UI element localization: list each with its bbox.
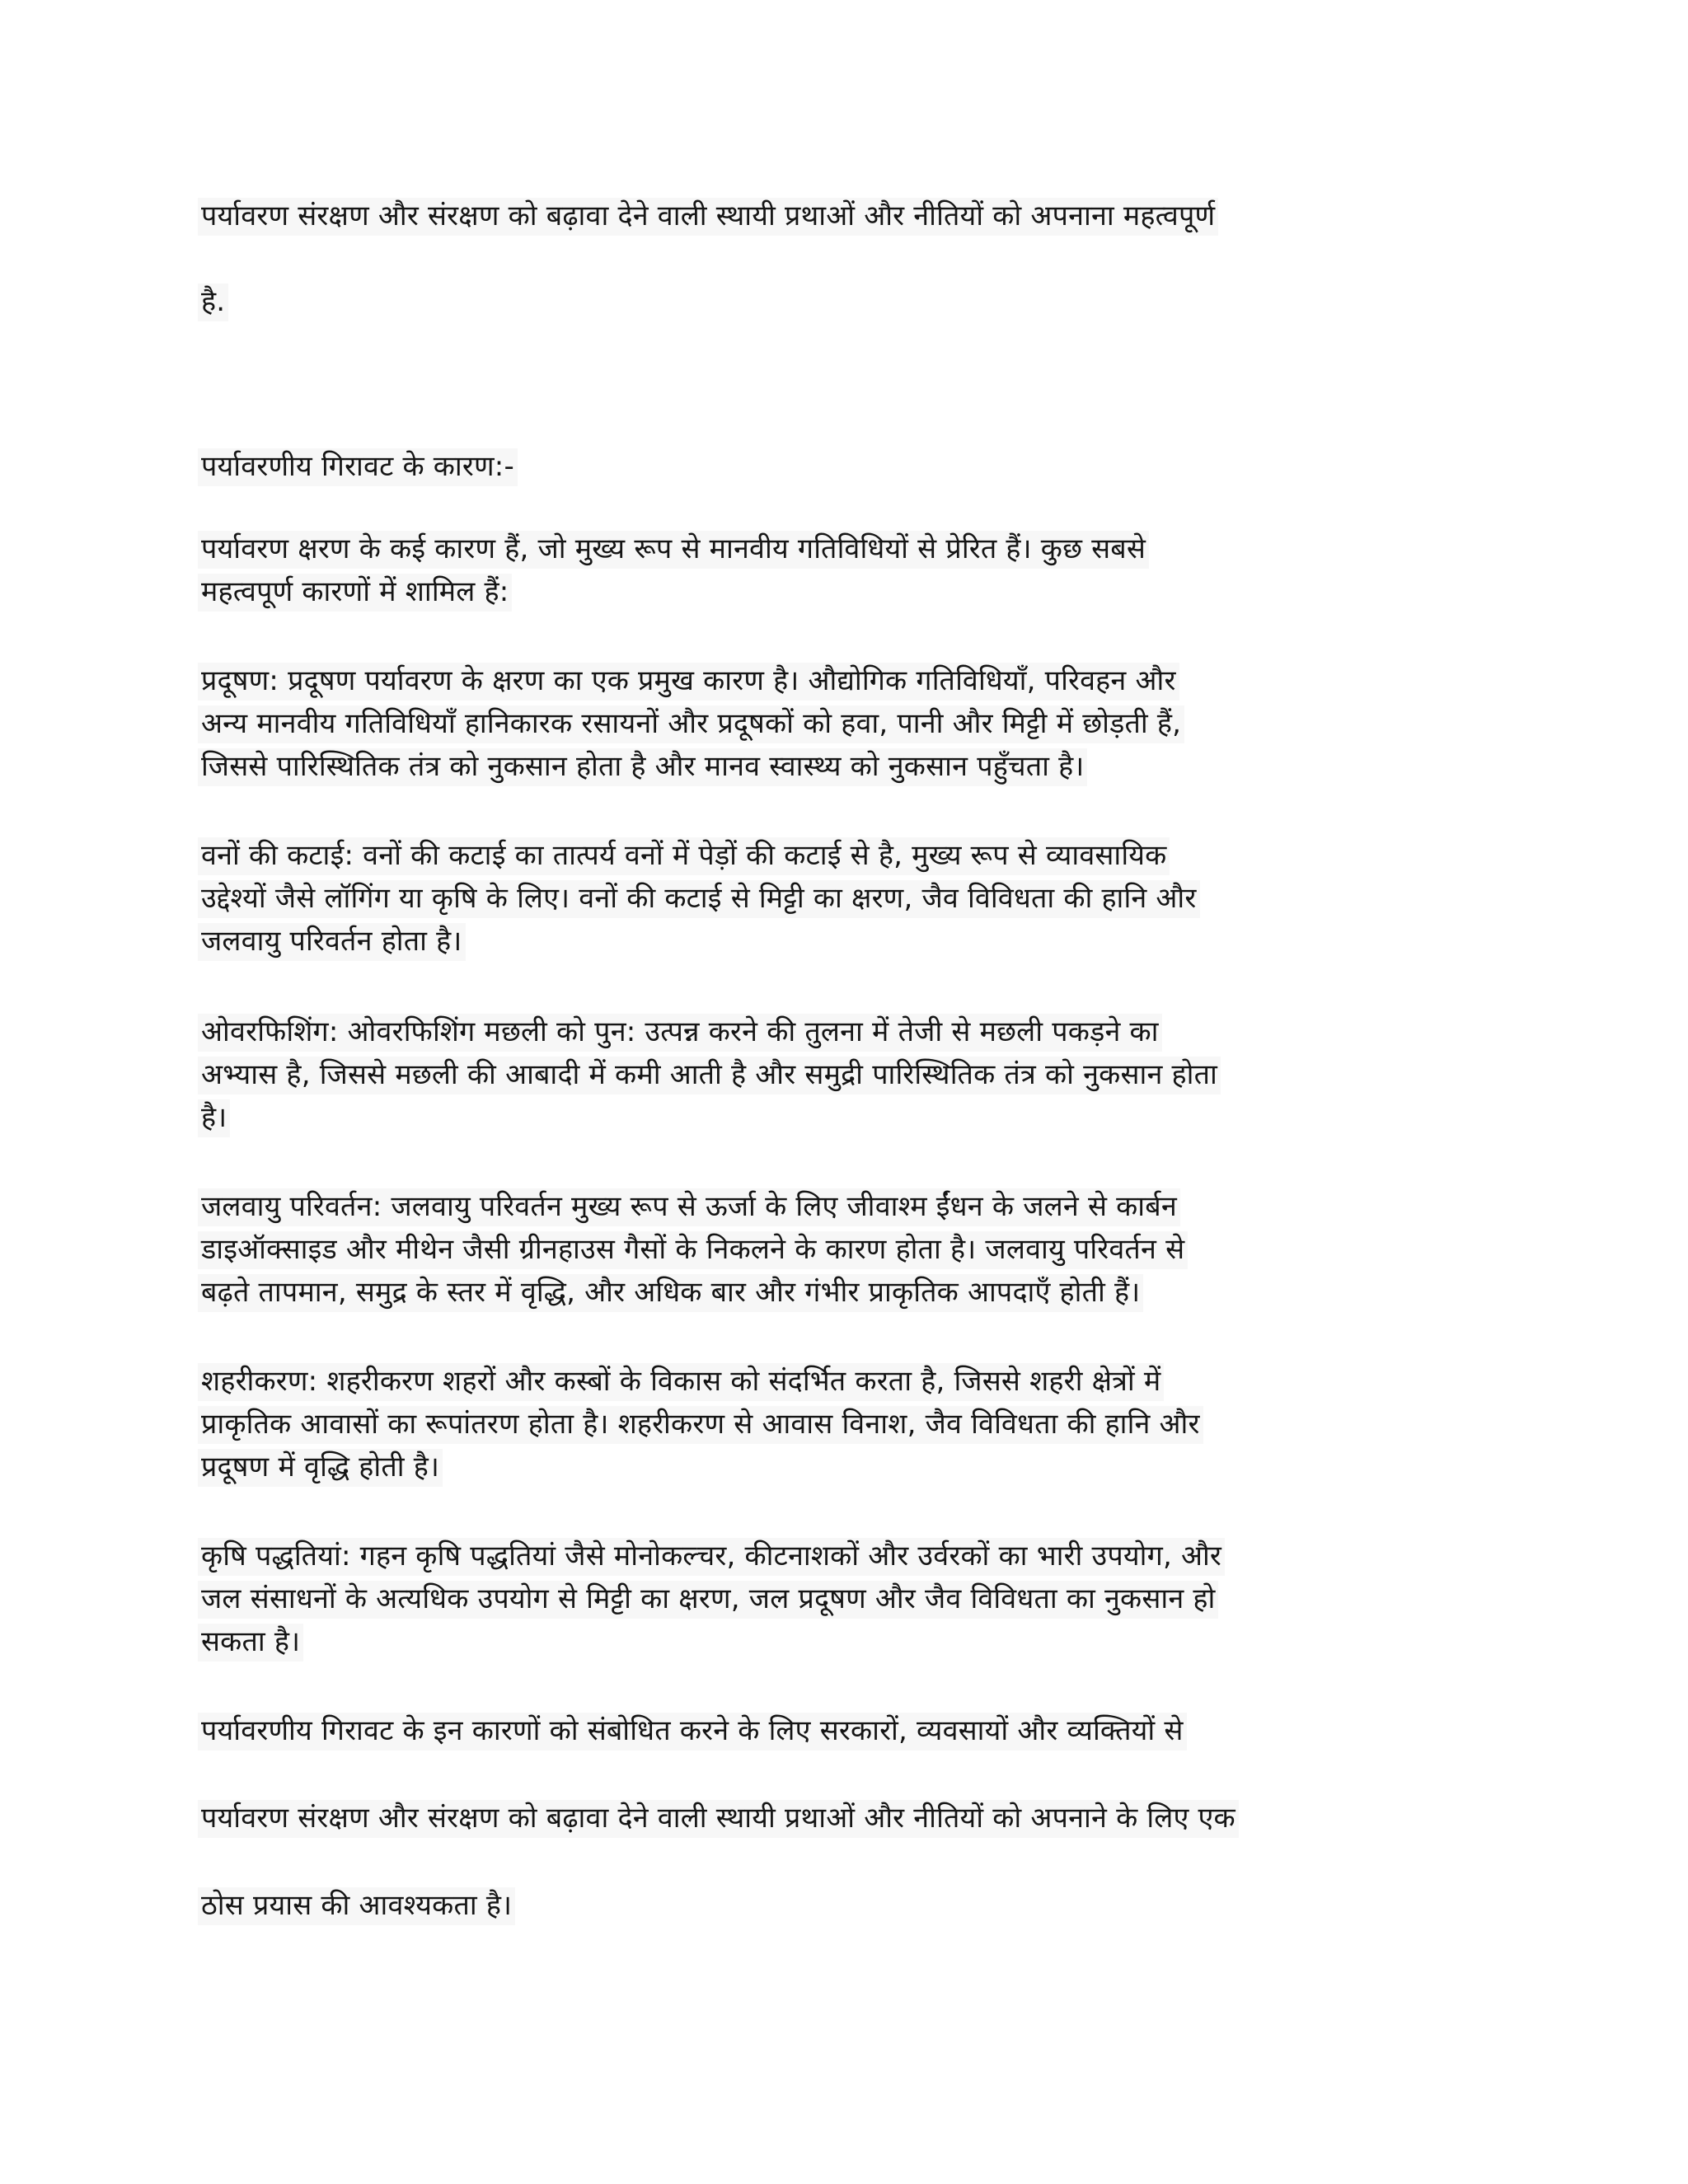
cause-agriculture-line: जल संसाधनों के अत्यधिक उपयोग से मिट्टी का क्षरण, जल प्रदूषण और जैव विविधता का नुकसान हो	[198, 1577, 1517, 1620]
intro-line: पर्यावरण संरक्षण और संरक्षण को बढ़ावा देने वाली स्थायी प्रथाओं और नीतियों को अपनाना महत्वपूर्ण	[198, 194, 1517, 237]
cause-deforestation-line: जलवायु परिवर्तन होता है।	[198, 920, 1517, 963]
conclusion-line: पर्यावरणीय गिरावट के इन कारणों को संबोधित करने के लिए सरकारों, व्यवसायों और व्यक्तियों से	[198, 1709, 1517, 1752]
overview-line: पर्यावरण क्षरण के कई कारण हैं, जो मुख्य रूप से मानवीय गतिविधियों से प्रेरित हैं। कुछ सबसे	[198, 527, 1517, 570]
cause-urbanization-line: प्राकृतिक आवासों का रूपांतरण होता है। शहरीकरण से आवास विनाश, जैव विविधता की हानि और	[198, 1403, 1517, 1446]
cause-climate-change-line: जलवायु परिवर्तन: जलवायु परिवर्तन मुख्य रूप से ऊर्जा के लिए जीवाश्म ईंधन के जलने से कार्बन	[198, 1185, 1517, 1228]
cause-pollution-line: प्रदूषण: प्रदूषण पर्यावरण के क्षरण का एक प्रमुख कारण है। औद्योगिक गतिविधियाँ, परिवहन और	[198, 659, 1517, 702]
cause-overfishing-line: अभ्यास है, जिससे मछली की आबादी में कमी आती है और समुद्री पारिस्थितिक तंत्र को नुकसान होता	[198, 1053, 1517, 1096]
cause-climate-change-line: डाइऑक्साइड और मीथेन जैसी ग्रीनहाउस गैसों के निकलने के कारण होता है। जलवायु परिवर्तन से	[198, 1228, 1517, 1271]
cause-climate-change-line: बढ़ते तापमान, समुद्र के स्तर में वृद्धि, और अधिक बार और गंभीर प्राकृतिक आपदाएँ होती हैं।	[198, 1271, 1517, 1314]
cause-pollution-line: अन्य मानवीय गतिविधियाँ हानिकारक रसायनों और प्रदूषकों को हवा, पानी और मिट्टी में छोड़ती हैं,	[198, 702, 1517, 745]
cause-agriculture-line: कृषि पद्धतियां: गहन कृषि पद्धतियां जैसे मोनोकल्चर, कीटनाशकों और उर्वरकों का भारी उपयोग, और	[198, 1535, 1517, 1577]
cause-deforestation-line: वनों की कटाई: वनों की कटाई का तात्पर्य वनों में पेड़ों की कटाई से है, मुख्य रूप से व्यावसायिक	[198, 834, 1517, 877]
conclusion-line: ठोस प्रयास की आवश्यकता है।	[198, 1884, 1517, 1927]
cause-agriculture-line: सकता है।	[198, 1620, 1517, 1663]
cause-overfishing-line: ओवरफिशिंग: ओवरफिशिंग मछली को पुन: उत्पन्न करने की तुलना में तेजी से मछली पकड़ने का	[198, 1010, 1517, 1053]
cause-overfishing-line: है।	[198, 1096, 1517, 1139]
conclusion-line: पर्यावरण संरक्षण और संरक्षण को बढ़ावा देने वाली स्थायी प्रथाओं और नीतियों को अपनाने के लिए एक	[198, 1797, 1517, 1840]
section-heading: पर्यावरणीय गिरावट के कारण:-	[198, 445, 1517, 488]
cause-pollution-line: जिससे पारिस्थितिक तंत्र को नुकसान होता है और मानव स्वास्थ्य को नुकसान पहुँचता है।	[198, 745, 1517, 788]
cause-urbanization-line: प्रदूषण में वृद्धि होती है।	[198, 1446, 1517, 1488]
cause-urbanization-line: शहरीकरण: शहरीकरण शहरों और कस्बों के विकास को संदर्भित करता है, जिससे शहरी क्षेत्रों में	[198, 1360, 1517, 1403]
cause-deforestation-line: उद्देश्यों जैसे लॉगिंग या कृषि के लिए। वनों की कटाई से मिट्टी का क्षरण, जैव विविधता की हानि और	[198, 877, 1517, 920]
intro-line: है.	[198, 280, 1517, 323]
overview-line: महत्वपूर्ण कारणों में शामिल हैं:	[198, 570, 1517, 613]
